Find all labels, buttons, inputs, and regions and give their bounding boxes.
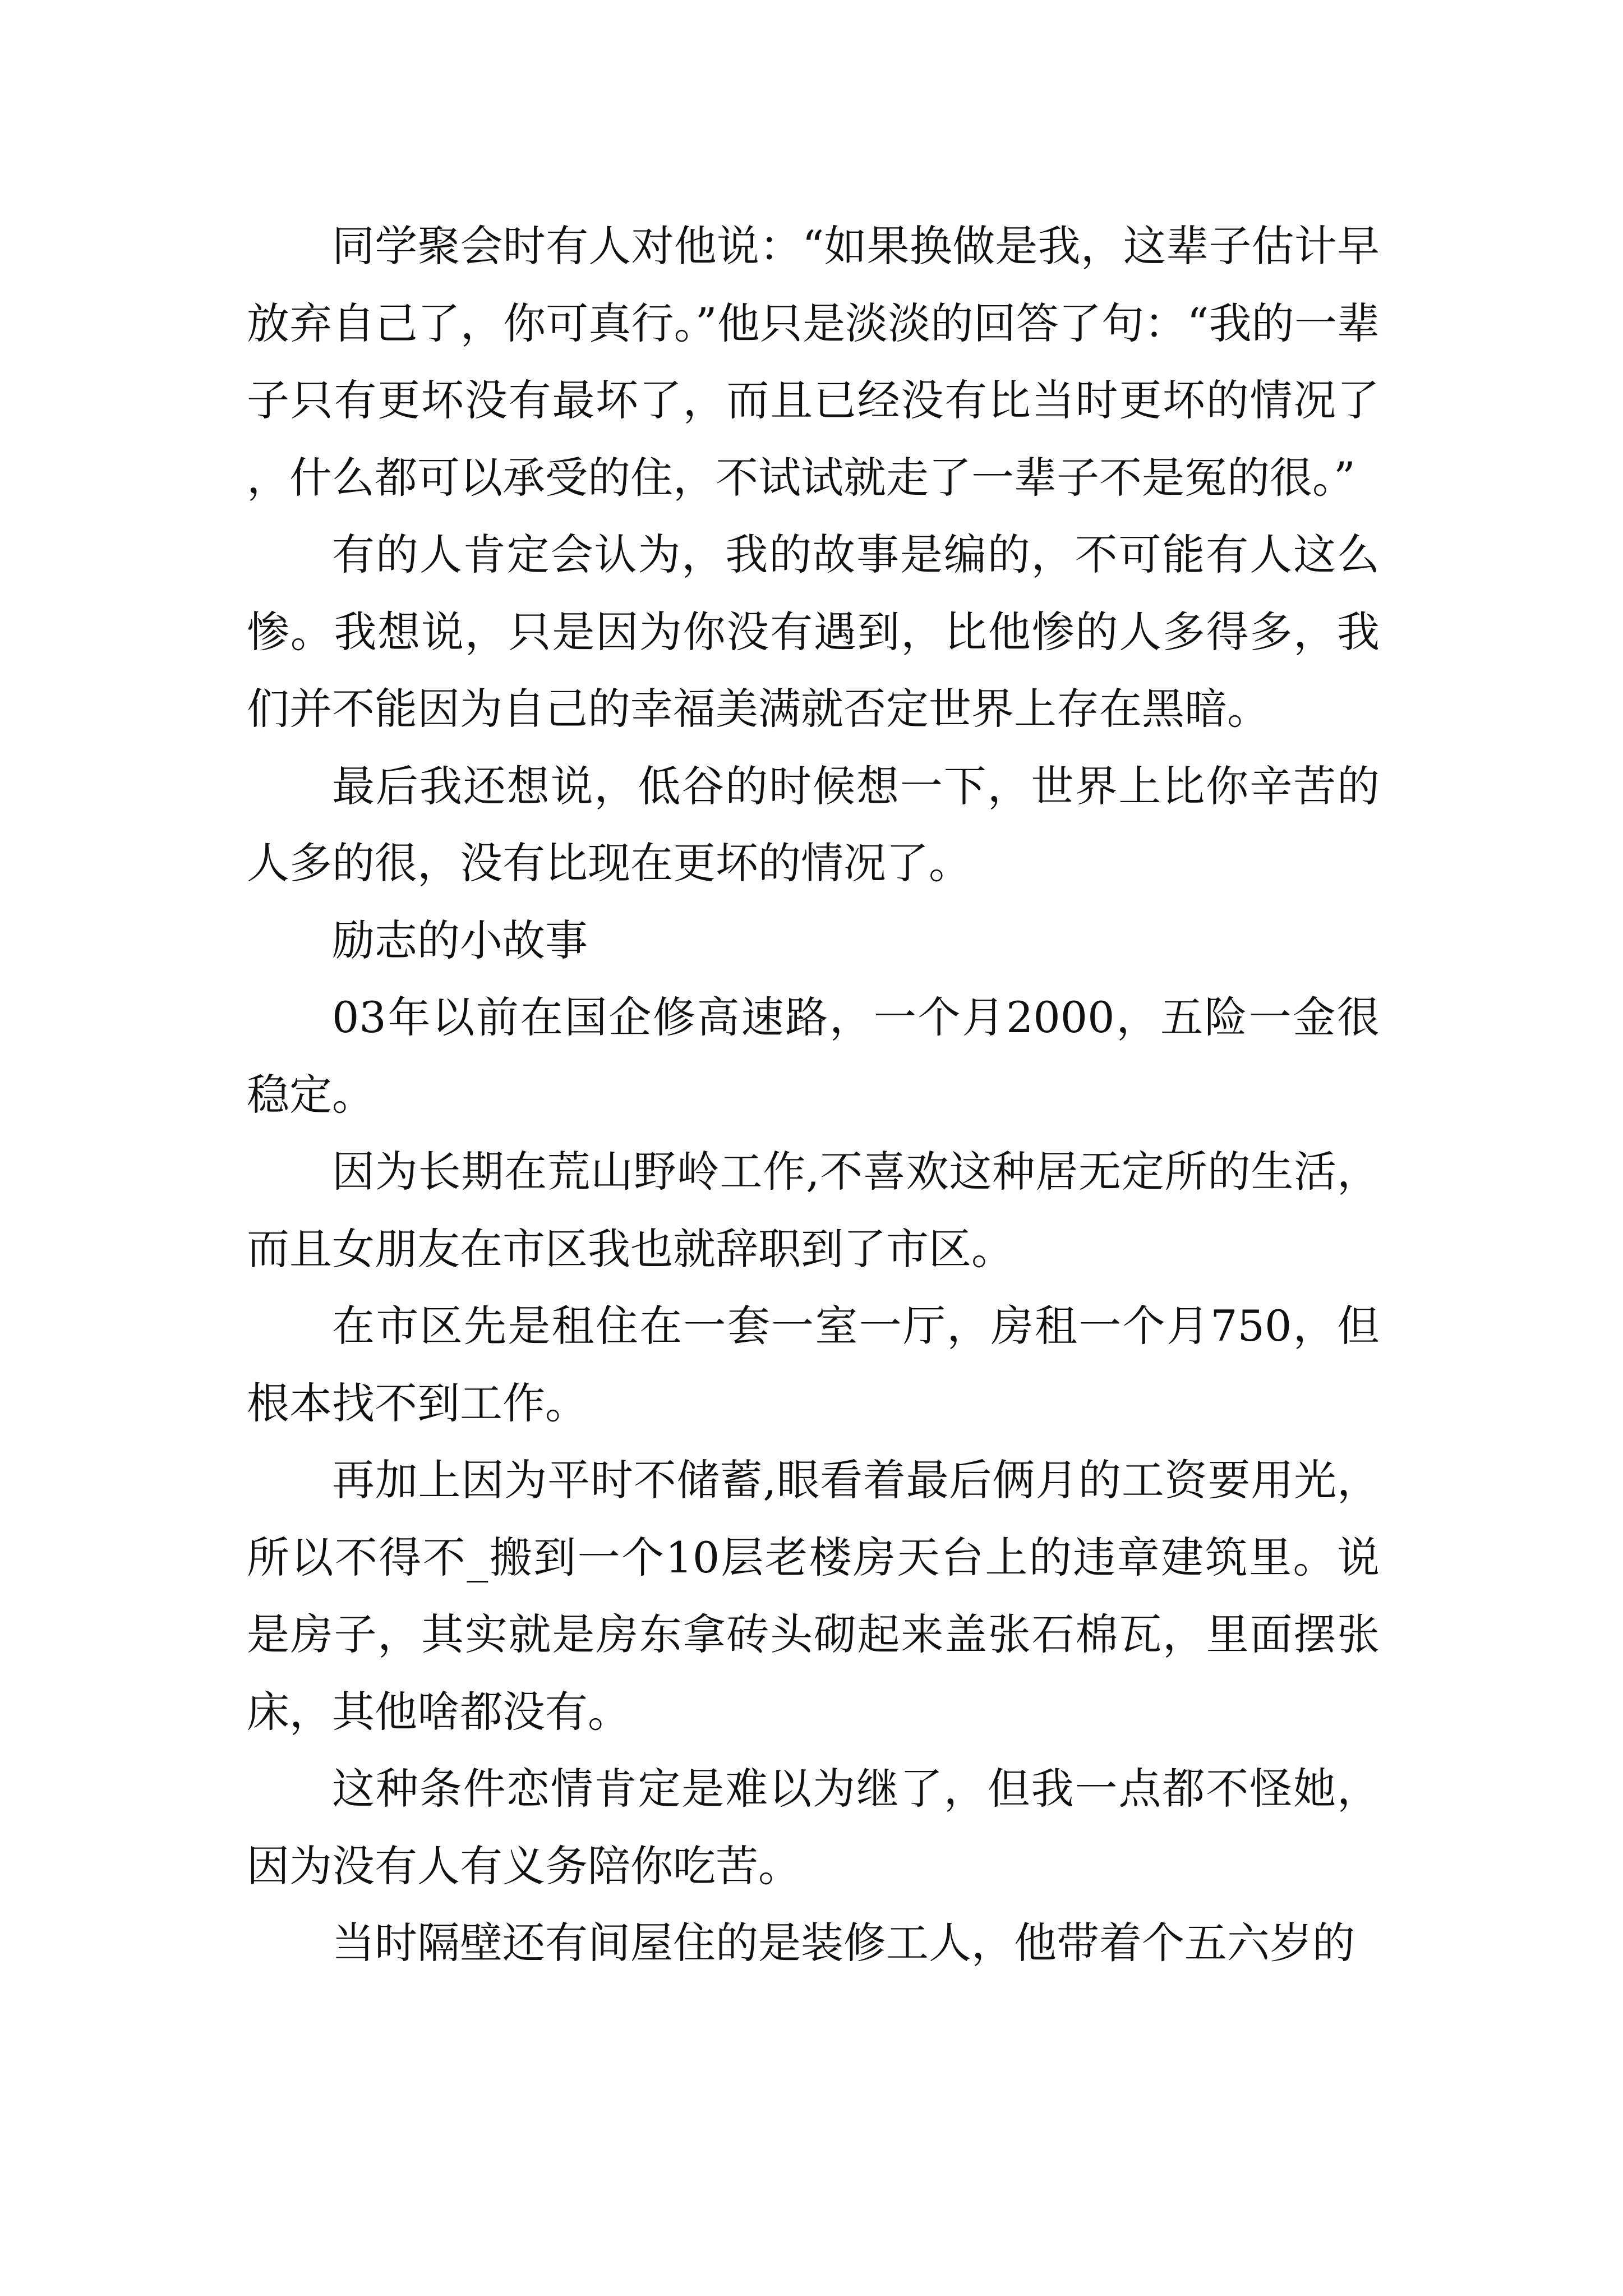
- paragraph-3: 最后我还想说，低谷的时候想一下，世界上比你辛苦的人多的很，没有比现在更坏的情况了。: [247, 761, 1380, 888]
- paragraph-9: 这种条件恋情肯定是难以为继了，但我一点都不怪她，因为没有人有义务陪你吃苦。: [247, 1764, 1380, 1891]
- document-body: [247, 208, 1380, 1982]
- paragraph-6: 因为长期在荒山野岭工作,不喜欢这种居无定所的生活，而且女朋友在市区我也就辞职到了市区。: [247, 1147, 1380, 1274]
- paragraph-2: 有的人肯定会认为，我的故事是编的，不可能有人这么惨。我想说，只是因为你没有遇到，比他惨的人多得多，我们并不能因为自己的幸福美满就否定世界上存在黑暗。: [247, 530, 1380, 734]
- section-heading: 励志的小故事: [332, 915, 588, 965]
- paragraph-10: 当时隔壁还有间屋住的是装修工人，他带着个五六岁的: [332, 1918, 1355, 1968]
- paragraph-1: 同学聚会时有人对他说：“如果换做是我，这辈子估计早放弃自己了，你可真行。”他只是淡淡的回答了句：“我的一辈子只有更坏没有最坏了，而且已经没有比当时更坏的情况了，什么都可以承受的住，不试试就走了一辈子不是冤的很。”: [247, 221, 1380, 503]
- paragraph-5: 03年以前在国企修高速路，一个月2000，五险一金很稳定。: [247, 992, 1380, 1120]
- paragraph-8: 再加上因为平时不储蓄,眼看着最后俩月的工资要用光，所以不得不_搬到一个10层老楼房天台上的违章建筑里。说是房子，其实就是房东拿砖头砌起来盖张石棉瓦，里面摆张床，其他啥都没有。: [247, 1455, 1380, 1737]
- paragraph-7: 在市区先是租住在一套一室一厅，房租一个月750，但根本找不到工作。: [247, 1301, 1380, 1428]
